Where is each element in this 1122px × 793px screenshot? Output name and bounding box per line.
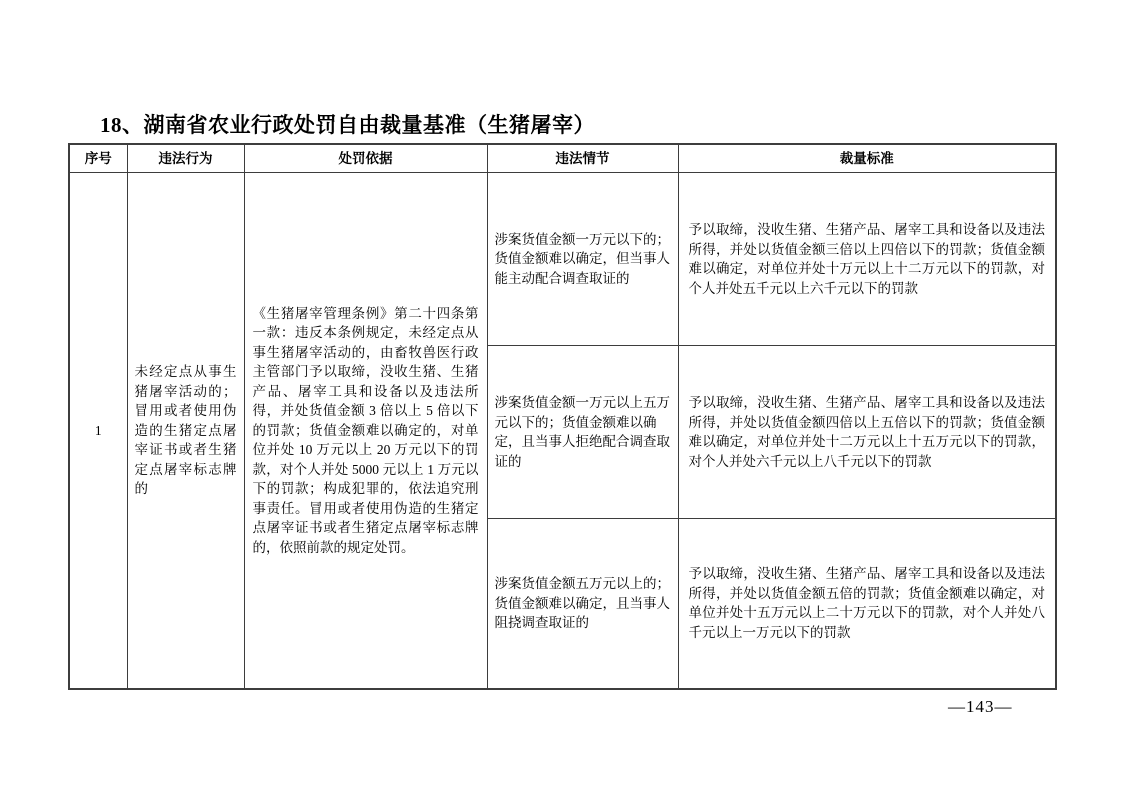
header-illegal-act: 违法行为 — [127, 144, 244, 173]
standard-cell-3: 予以取缔，没收生猪、生猪产品、屠宰工具和设备以及违法所得，并处以货值金额五倍的罚款；货值金额难以确定，对单位并处十五万元以上二十万元以下的罚款，对个人并处八千元以上一万元以下的罚款 — [678, 519, 1056, 689]
illegal-act-cell: 未经定点从事生猪屠宰活动的；冒用或者使用伪造的生猪定点屠宰证书或者生猪定点屠宰标志牌的 — [127, 173, 244, 689]
table-row — [69, 173, 1056, 346]
circumstance-cell-3: 涉案货值金额五万元以上的；货值金额难以确定，且当事人阻挠调查取证的 — [487, 519, 678, 689]
header-circumstance: 违法情节 — [487, 144, 678, 173]
header-serial: 序号 — [69, 144, 127, 173]
header-standard: 裁量标准 — [678, 144, 1056, 173]
header-penalty-basis: 处罚依据 — [244, 144, 487, 173]
table-header-row — [69, 144, 1056, 173]
circumstance-cell-2: 涉案货值金额一万元以上五万元以下的；货值金额难以确定，且当事人拒绝配合调查取证的 — [487, 346, 678, 519]
page-title: 18、湖南省农业行政处罚自由裁量基准（生猪屠宰） — [100, 113, 595, 137]
penalty-discretion-table — [68, 143, 1057, 690]
penalty-basis-cell: 《生猪屠宰管理条例》第二十四条第一款：违反本条例规定，未经定点从事生猪屠宰活动的，由畜牧兽医行政主管部门予以取缔，没收生猪、生猪产品、屠宰工具和设备以及违法所得，并处货值金额 3 倍以上 5 倍以下的罚款；货值金额难以确定的，对单位并处 10 万元以上 20 万元以下的罚款，对个人并处 5000 元以上 1 万元以下的罚款；构成犯罪的，依法追究刑事责任。冒用或者使用伪造的生猪定点屠宰证书或者生猪定点屠宰标志牌的，依照前款的规定处罚。 — [244, 173, 487, 689]
standard-cell-2: 予以取缔，没收生猪、生猪产品、屠宰工具和设备以及违法所得，并处以货值金额四倍以上五倍以下的罚款；货值金额难以确定，对单位并处十二万元以上十五万元以下的罚款，对个人并处六千元以上八千元以下的罚款 — [678, 346, 1056, 519]
page-number: —143— — [948, 697, 1013, 716]
serial-number-cell: 1 — [69, 173, 127, 689]
standard-cell-1: 予以取缔，没收生猪、生猪产品、屠宰工具和设备以及违法所得，并处以货值金额三倍以上四倍以下的罚款；货值金额难以确定，对单位并处十万元以上十二万元以下的罚款，对个人并处五千元以上六千元以下的罚款 — [678, 173, 1056, 346]
circumstance-cell-1: 涉案货值金额一万元以下的；货值金额难以确定，但当事人能主动配合调查取证的 — [487, 173, 678, 346]
